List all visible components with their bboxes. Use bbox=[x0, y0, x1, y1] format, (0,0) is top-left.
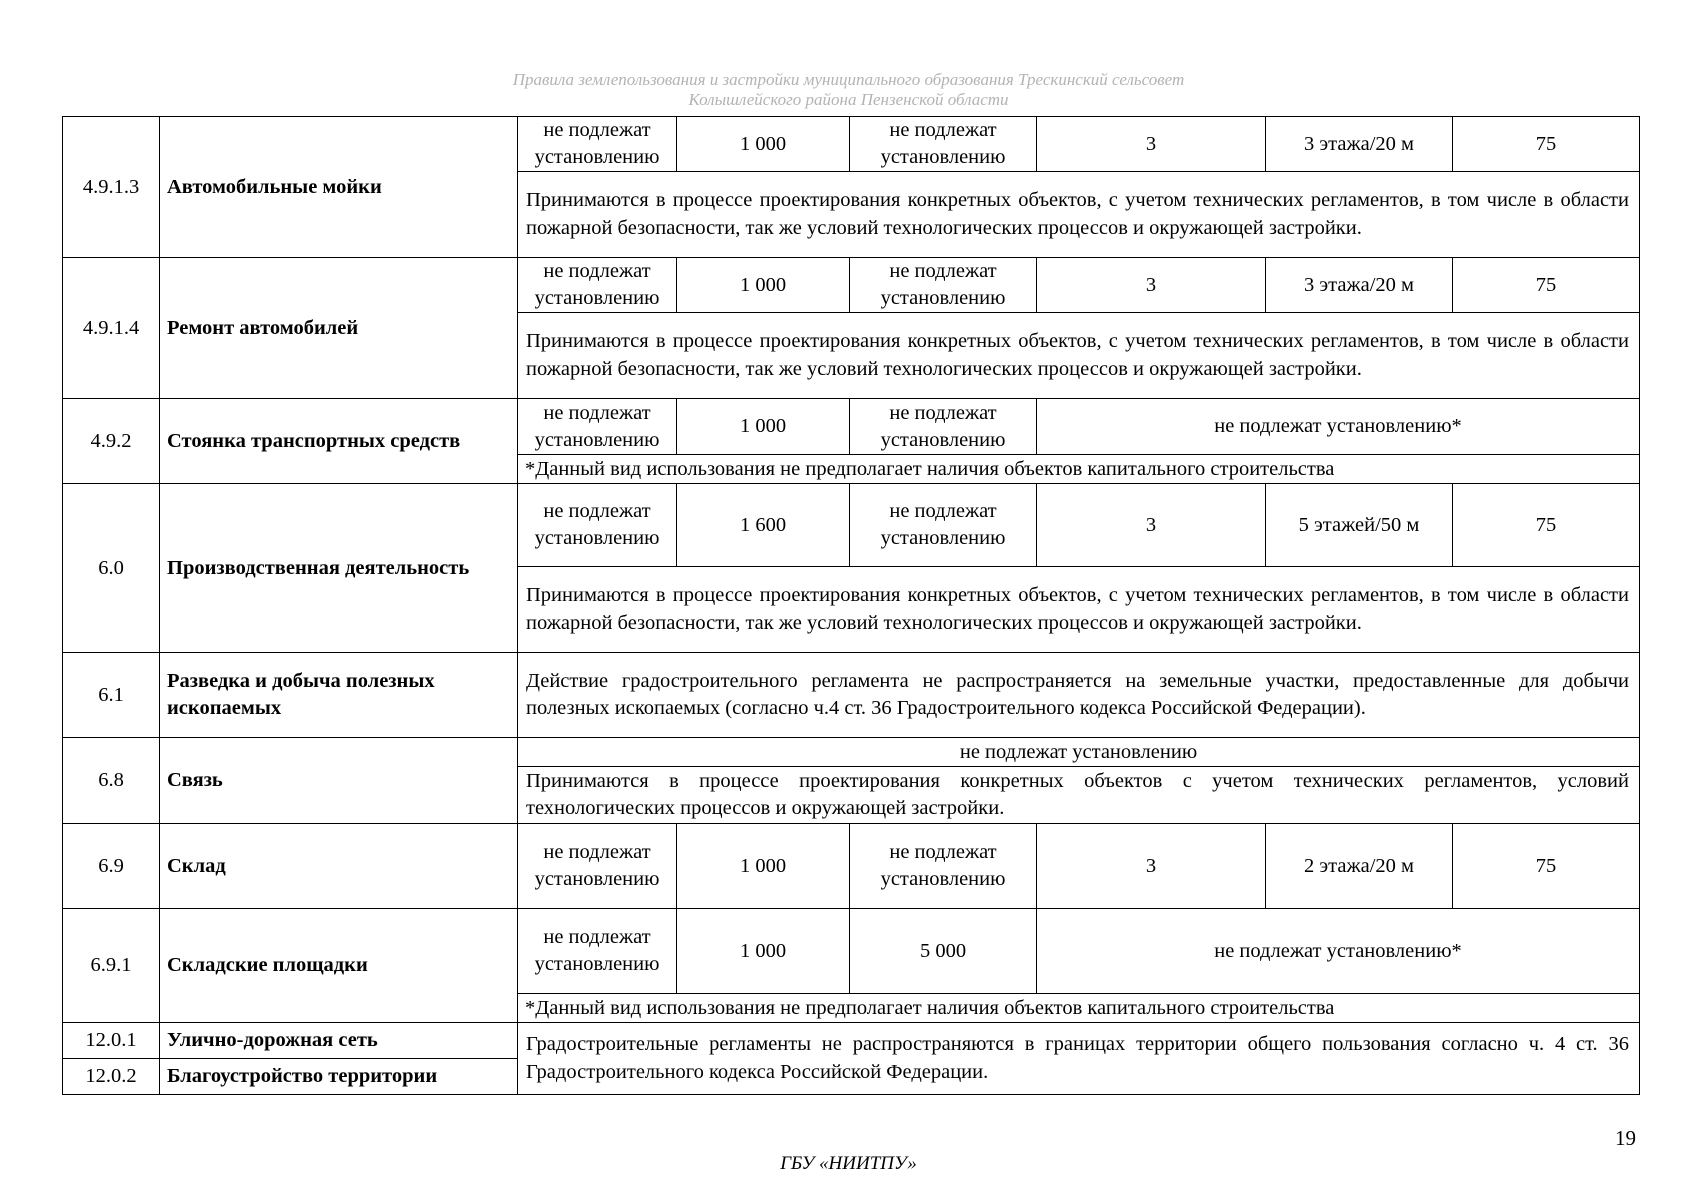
min-width-cell: не подлежат установлению bbox=[518, 258, 677, 313]
setback-cell: 3 bbox=[1037, 117, 1266, 172]
page-header bbox=[0, 70, 1697, 110]
page-footer: ГБУ «НИИТПУ» bbox=[780, 1153, 917, 1174]
floors-cell: 5 этажей/50 м bbox=[1266, 484, 1453, 567]
setback-cell: 3 bbox=[1037, 258, 1266, 313]
row-name: Благоустройство территории bbox=[160, 1059, 518, 1095]
setback-cell: 3 bbox=[1037, 484, 1266, 567]
row-code: 6.0 bbox=[63, 484, 160, 653]
merged-params-cell: не подлежат установлению bbox=[518, 738, 1640, 767]
page-number: 19 bbox=[1615, 1126, 1636, 1150]
row-name: Склад bbox=[160, 824, 518, 909]
min-area-cell: 1 000 bbox=[677, 117, 850, 172]
max-area-cell: 5 000 bbox=[850, 909, 1037, 994]
table-row bbox=[63, 1023, 1640, 1059]
row-code: 4.9.1.4 bbox=[63, 258, 160, 399]
max-area-cell: не подлежат установлению bbox=[850, 824, 1037, 909]
table-row bbox=[63, 909, 1640, 994]
max-area-cell: не подлежат установлению bbox=[850, 258, 1037, 313]
merged-params-cell: не подлежат установлению* bbox=[1037, 399, 1640, 455]
row-code: 12.0.2 bbox=[63, 1059, 160, 1095]
note-cell: Принимаются в процессе проектирования конкретных объектов, с учетом технических регламентов, в том числе в области пожарной безопасности, так же условий технологических процессов и окружающей застройки. bbox=[518, 313, 1640, 399]
table-row bbox=[63, 484, 1640, 567]
min-area-cell: 1 000 bbox=[677, 909, 850, 994]
regulations-table bbox=[62, 116, 1640, 1095]
floors-cell: 3 этажа/20 м bbox=[1266, 258, 1453, 313]
note-cell: *Данный вид использования не предполагает наличия объектов капитального строительства bbox=[518, 994, 1640, 1023]
max-area-cell: не подлежат установлению bbox=[850, 117, 1037, 172]
max-area-cell: не подлежат установлению bbox=[850, 484, 1037, 567]
row-name: Производственная деятельность bbox=[160, 484, 518, 653]
min-width-cell: не подлежат установлению bbox=[518, 399, 677, 455]
coverage-cell: 75 bbox=[1453, 824, 1640, 909]
row-name: Улично-дорожная сеть bbox=[160, 1023, 518, 1059]
row-name: Автомобильные мойки bbox=[160, 117, 518, 258]
max-area-cell: не подлежат установлению bbox=[850, 399, 1037, 455]
note-cell: Градостроительные регламенты не распространяются в границах территории общего пользования согласно ч. 4 ст. 36 Градостроительного кодекса Российской Федерации. bbox=[518, 1023, 1640, 1095]
row-name: Стоянка транспортных средств bbox=[160, 399, 518, 484]
table-row bbox=[63, 824, 1640, 909]
setback-cell: 3 bbox=[1037, 824, 1266, 909]
coverage-cell: 75 bbox=[1453, 258, 1640, 313]
row-code: 12.0.1 bbox=[63, 1023, 160, 1059]
floors-cell: 2 этажа/20 м bbox=[1266, 824, 1453, 909]
row-code: 4.9.1.3 bbox=[63, 117, 160, 258]
merged-params-cell: не подлежат установлению* bbox=[1037, 909, 1640, 994]
row-code: 6.1 bbox=[63, 653, 160, 738]
note-cell: Принимаются в процессе проектирования конкретных объектов, с учетом технических регламентов, в том числе в области пожарной безопасности, так же условий технологических процессов и окружающей застройки. bbox=[518, 567, 1640, 653]
min-area-cell: 1 000 bbox=[677, 258, 850, 313]
table-row bbox=[63, 653, 1640, 738]
coverage-cell: 75 bbox=[1453, 484, 1640, 567]
min-area-cell: 1 600 bbox=[677, 484, 850, 567]
header-line-2: Колышлейского района Пензенской области bbox=[688, 90, 1009, 109]
note-cell: Принимаются в процессе проектирования конкретных объектов с учетом технических регламентов, условий технологических процессов и окружающей застройки. bbox=[518, 767, 1640, 824]
row-code: 4.9.2 bbox=[63, 399, 160, 484]
row-name: Складские площадки bbox=[160, 909, 518, 1023]
row-code: 6.9 bbox=[63, 824, 160, 909]
table-row bbox=[63, 738, 1640, 767]
note-cell: Принимаются в процессе проектирования конкретных объектов, с учетом технических регламентов, в том числе в области пожарной безопасности, так же условий технологических процессов и окружающей застройки. bbox=[518, 172, 1640, 258]
note-cell: *Данный вид использования не предполагает наличия объектов капитального строительства bbox=[518, 455, 1640, 484]
row-name: Ремонт автомобилей bbox=[160, 258, 518, 399]
min-width-cell: не подлежат установлению bbox=[518, 824, 677, 909]
min-width-cell: не подлежат установлению bbox=[518, 117, 677, 172]
coverage-cell: 75 bbox=[1453, 117, 1640, 172]
header-line-1: Правила землепользования и застройки муниципального образования Трескинский сельсовет bbox=[512, 70, 1185, 89]
min-width-cell: не подлежат установлению bbox=[518, 909, 677, 994]
min-area-cell: 1 000 bbox=[677, 399, 850, 455]
row-name: Связь bbox=[160, 738, 518, 824]
table-row bbox=[63, 399, 1640, 455]
table-row bbox=[63, 258, 1640, 313]
note-cell: Действие градостроительного регламента не распространяется на земельные участки, предоставленные для добычи полезных ископаемых (согласно ч.4 ст. 36 Градостроительного кодекса Российской Федерации). bbox=[518, 653, 1640, 738]
floors-cell: 3 этажа/20 м bbox=[1266, 117, 1453, 172]
row-code: 6.8 bbox=[63, 738, 160, 824]
row-name: Разведка и добыча полезных ископаемых bbox=[160, 653, 518, 738]
table-row bbox=[63, 117, 1640, 172]
min-width-cell: не подлежат установлению bbox=[518, 484, 677, 567]
row-code: 6.9.1 bbox=[63, 909, 160, 1023]
min-area-cell: 1 000 bbox=[677, 824, 850, 909]
